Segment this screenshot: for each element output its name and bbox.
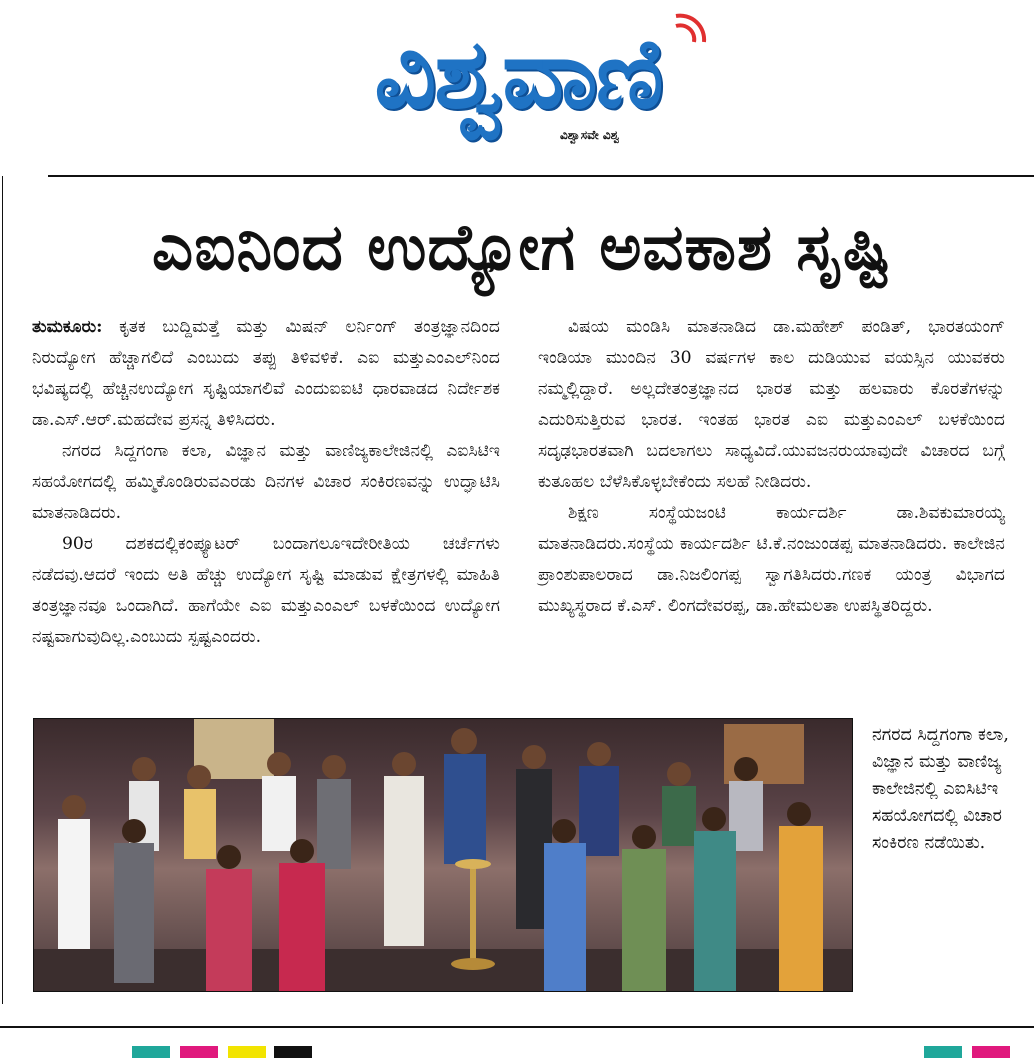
paragraph: 90ರ ದಶಕದಲ್ಲಿಕಂಪ್ಯೂಟರ್ ಬಂದಾಗಲೂಇದೇರೀತಿಯ ಚರ್ಚೆಗಳು ನಡೆದವು.ಆದರೆ ಇಂದು ಅತಿ ಹೆಚ್ಚು ಉದ್ಯೋಗ ಸೃಷ್ಟಿ ಮಾಡುವ ಕ್ಷೇತ್ರಗಳಲ್ಲಿ ಮಾಹಿತಿ ತಂತ್ರಜ್ಞಾನವೂ ಒಂದಾಗಿದೆ. ಹಾಗೆಯೇ ಎಐ ಮತ್ತುಎಂಎಲ್ ಬಳಕೆಯಿಂದ ಉದ್ಯೋಗ ನಷ್ಟವಾಗುವುದಿಲ್ಲ.ಎಂಬುದು ಸ್ಪಷ್ಟಎಂದರು. xyxy=(32,534,500,647)
paragraph: ನಗರದ ಸಿದ್ದಗಂಗಾ ಕಲಾ, ವಿಜ್ಞಾನ ಮತ್ತು ವಾಣಿಜ್ಯಕಾಲೇಜಿನಲ್ಲಿ ಎಐಸಿಟಿಇ ಸಹಯೋಗದಲ್ಲಿ ಹಮ್ಮಿಕೊಂಡಿರುವಎರಡು ದಿನಗಳ ವಿಚಾರ ಸಂಕಿರಣವನ್ನು ಉದ್ಘಾಟಿಸಿ ಮಾತನಾಡಿದರು. xyxy=(32,441,500,523)
dateline: ತುಮಕೂರು: xyxy=(32,317,103,337)
paragraph-text: ಕೃತಕ ಬುದ್ದಿಮತ್ತೆ ಮತ್ತು ಮಿಷನ್ ಲರ್ನಿಂಗ್ ತಂತ್ರಜ್ಞಾನದಿಂದ ನಿರುದ್ಯೋಗ ಹೆಚ್ಚಾಗಲಿದೆ ಎಂಬುದು ತಪ್ಪು ತಿಳಿವಳಿಕೆ. ಎಐ ಮತ್ತುಎಂಎಲ್‌ನಿಂದ ಭವಿಷ್ಯದಲ್ಲಿ ಹೆಚ್ಚಿನಉದ್ಯೋಗ ಸೃಷ್ಟಿಯಾಗಲಿವೆ ಎಂದುಐಐಟಿ ಧಾರವಾಡದ ನಿರ್ದೇಶಕ ಡಾ.ಎಸ್.ಆರ್.ಮಹದೇವ ಪ್ರಸನ್ನ ತಿಳಿಸಿದರು. xyxy=(32,317,500,430)
paragraph: ವಿಷಯ ಮಂಡಿಸಿ ಮಾತನಾಡಿದ ಡಾ.ಮಹೇಶ್ ಪಂಡಿತ್, ಭಾರತಯಂಗ್ ಇಂಡಿಯಾ ಮುಂದಿನ 30 ವರ್ಷಗಳ ಕಾಲ ದುಡಿಯುವ ವಯಸ್ಸಿನ ಯುವಕರು ನಮ್ಮಲ್ಲಿದ್ದಾರೆ. ಅಲ್ಲದೇತಂತ್ರಜ್ಞಾನದ ಭಾರತ ಮತ್ತು ಹಲವಾರು ಕೊರತೆಗಳನ್ನು ಎದುರಿಸುತ್ತಿರುವ ಭಾರತ. ಇಂತಹ ಭಾರತ ಎಐ ಮತ್ತುಎಂಎಲ್ ಬಳಕೆಯಿಂದ ಸದೃಢಭಾರತವಾಗಿ ಬದಲಾಗಲು ಸಾಧ್ಯವಿದೆ.ಯುವಜನರುಯಾವುದೇ ವಿಚಾರದ ಬಗ್ಗೆ ಕುತೂಹಲ ಬೆಳೆಸಿಕೊಳ್ಳಬೇಕೆಂದು ಸಲಹೆ ನೀಡಿದರು. xyxy=(538,317,1005,492)
print-color-swatch xyxy=(228,1046,266,1058)
print-color-swatch xyxy=(132,1046,170,1058)
signal-icon xyxy=(672,12,708,48)
paragraph xyxy=(32,312,500,436)
event-photo xyxy=(33,718,853,992)
paragraph: ಶಿಕ್ಷಣ ಸಂಸ್ಥೆಯಜಂಟಿ ಕಾರ್ಯದರ್ಶಿ ಡಾ.ಶಿವಕುಮಾರಯ್ಯ ಮಾತನಾಡಿದರು.ಸಂಸ್ಥೆಯ ಕಾರ್ಯದರ್ಶಿ ಟಿ.ಕೆ.ನಂಜುಂಡಪ್ಪ ಮಾತನಾಡಿದರು. ಕಾಲೇಜಿನ ಪ್ರಾಂಶುಪಾಲರಾದ ಡಾ.ನಿಜಲಿಂಗಪ್ಪ ಸ್ವಾಗತಿಸಿದರು.ಗಣಕ ಯಂತ್ರ ವಿಭಾಗದ ಮುಖ್ಯಸ್ಥರಾದ ಕೆ.ಎಸ್. ಲಿಂಗದೇವರಪ್ಪ, ಡಾ.ಹೇಮಲತಾ ಉಪಸ್ಥಿತರಿದ್ದರು. xyxy=(538,503,1005,616)
article-headline: ಎಐನಿಂದ ಉದ್ಯೋಗ ಅವಕಾಶ ಸೃಷ್ಟಿ xyxy=(152,211,892,285)
group-photo-illustration xyxy=(34,719,852,991)
print-color-swatch xyxy=(274,1046,312,1058)
print-color-swatch xyxy=(180,1046,218,1058)
article-right-column xyxy=(538,312,1005,622)
masthead-tagline: ವಿಶ್ವಾಸವೇ ವಿಶ್ವ xyxy=(560,128,620,142)
photo-caption: ನಗರದ ಸಿದ್ದಗಂಗಾ ಕಲಾ, ವಿಜ್ಞಾನ ಮತ್ತು ವಾಣಿಜ್ಯ ಕಾಲೇಜಿನಲ್ಲಿ ಎಐಸಿಟಿಇ ಸಹಯೋಗದಲ್ಲಿ ವಿಚಾರ ಸಂಕಿರಣ ನಡೆಯಿತು. xyxy=(872,725,1009,853)
print-color-swatch xyxy=(972,1046,1010,1058)
masthead-title: ವಿಶ್ವವಾಣಿ xyxy=(374,18,662,130)
masthead-logo xyxy=(318,14,718,154)
bottom-divider xyxy=(0,1026,1034,1028)
print-color-swatch xyxy=(924,1046,962,1058)
article-left-column xyxy=(32,312,500,653)
left-divider xyxy=(2,176,3,1004)
top-divider xyxy=(48,175,1034,177)
